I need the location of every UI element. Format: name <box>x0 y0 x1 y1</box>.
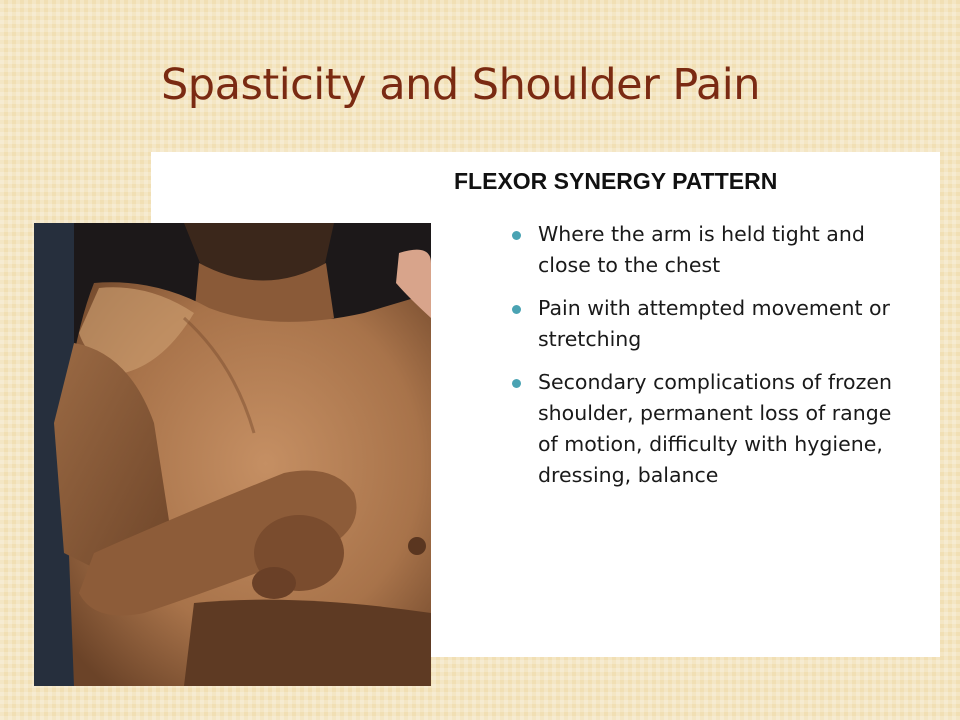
bullet-icon <box>512 231 521 240</box>
bullet-icon <box>512 305 521 314</box>
list-item <box>512 219 912 281</box>
flexor-synergy-photo-illustration <box>34 223 431 686</box>
slide-title: Spasticity and Shoulder Pain <box>161 60 760 110</box>
list-item <box>512 367 912 491</box>
bullet-text: Where the arm is held tight and close to the chest <box>538 222 865 277</box>
bullet-icon <box>512 379 521 388</box>
bullet-list <box>512 219 912 503</box>
bullet-text: Secondary complications of frozen shoulder, permanent loss of range of motion, difficulty with hygiene, dressing, balance <box>538 370 892 487</box>
bullet-text: Pain with attempted movement or stretching <box>538 296 890 351</box>
list-item <box>512 293 912 355</box>
section-heading: FLEXOR SYNERGY PATTERN <box>454 168 778 194</box>
patient-photo <box>34 223 431 686</box>
